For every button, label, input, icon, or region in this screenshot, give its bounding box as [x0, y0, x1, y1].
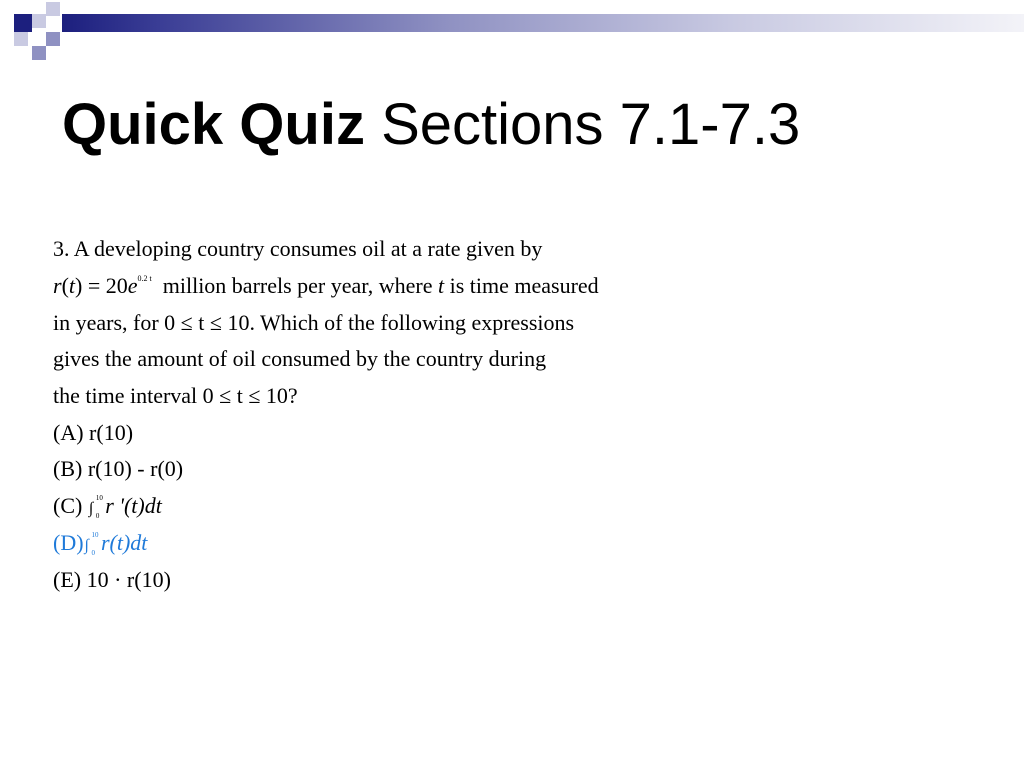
- header-square-light: [14, 32, 28, 46]
- header-square-mid: [46, 32, 60, 46]
- choice-c-label: (C): [53, 493, 83, 518]
- rate-exponent: 0.2 t: [137, 274, 152, 283]
- question-line-2-middle: million barrels per year, where: [162, 273, 433, 298]
- integral-upper-limit: 10: [91, 531, 99, 539]
- choice-c-body: r '(t)dt: [105, 493, 162, 518]
- question-line-2-end: is time measured: [449, 273, 599, 298]
- header-gradient-bar: [62, 14, 1024, 32]
- integral-upper-limit: 10: [95, 494, 103, 502]
- title-bold: Quick Quiz: [62, 92, 365, 157]
- rate-function-r: r: [53, 273, 62, 298]
- question-line-4: gives the amount of oil consumed by the country during: [53, 346, 547, 371]
- choice-b: (B) r(10) - r(0): [53, 456, 184, 481]
- question-line-3: in years, for 0 ≤ t ≤ 10. Which of the following expressions: [53, 310, 575, 335]
- choice-d-body: r(t)dt: [100, 530, 148, 555]
- header-square-mid: [32, 46, 46, 60]
- time-variable: t: [437, 273, 445, 298]
- integral-lower-limit: 0: [91, 549, 96, 557]
- rate-function-t: t: [68, 273, 76, 298]
- integral-sign: ∫ 10 0: [88, 494, 103, 520]
- choice-d-label: (D): [53, 530, 84, 555]
- question-line-5: the time interval 0 ≤ t ≤ 10?: [53, 383, 298, 408]
- header-square-light: [32, 14, 46, 28]
- title-normal: Sections 7.1-7.3: [381, 92, 801, 157]
- integral-lower-limit: 0: [95, 512, 100, 520]
- choice-e: (E) 10 · r(10): [53, 567, 171, 592]
- header-square-dark: [14, 14, 32, 32]
- slide-title: [62, 92, 801, 157]
- choice-a: (A) r(10): [53, 420, 134, 445]
- choice-c: [53, 493, 162, 520]
- integral-sign: ∫ 10 0: [84, 531, 99, 557]
- question-line-2: $r(t) = 20e^{0.2 t}$ million barrels per year, where t is time measured: [53, 273, 599, 298]
- rate-base-e: e: [127, 273, 138, 298]
- header-square-light: [46, 2, 60, 16]
- rate-coefficient: 20: [105, 273, 128, 298]
- question-line-1: 3. A developing country consumes oil at a rate given by: [53, 236, 543, 261]
- choice-d-correct: [53, 530, 148, 557]
